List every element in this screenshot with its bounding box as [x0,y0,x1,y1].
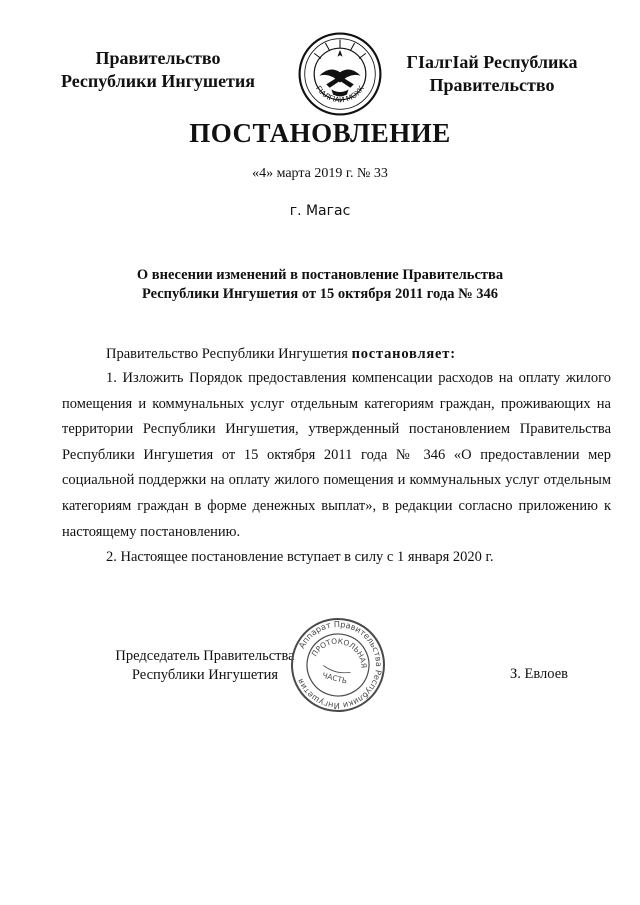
emblem-motto: ГIАЛГIАЙ МОХК [314,84,366,105]
header-left-line2: Республики Ингушетия [60,71,256,91]
resolve-prefix: Правительство Республики Ингушетия [106,346,352,362]
round-seal-stamp [288,615,388,715]
document-type-title: ПОСТАНОВЛЕНИЕ [189,118,451,148]
stamp-inner-line2: ЧАСТЬ [321,670,349,686]
header-right-line1: ГIалгIай Республика [406,52,578,72]
document-date-number: «4» марта 2019 г. № 33 [252,166,388,181]
header-left-line1: Правительство [95,48,221,68]
signatory-position-line2: Республики Ингушетия [131,667,279,683]
signatory-name: З. Евлоев [510,666,568,682]
paragraph-item-1: 1. Изложить Порядок предоставления компенсации расходов на оплату жилого помещения и коммунальных услуг отдельным категориям граждан, проживающих на территории Республики Ингушетия, утвержденный постановлением Правительства Республики Ингушетия от 15 октября 2011 года № 346 «О предоставлении мер социальной поддержки на оплату жилого помещения и коммунальных услуг отдельным категориям граждан в форме денежных выплат», в редакции согласно приложению к настоящему постановлению. [62,370,611,540]
document-subject [100,266,540,304]
header-right [388,51,596,97]
resolve-verb: постановляет: [351,346,456,362]
paragraph-item-2: 2. Настоящее постановление вступает в силу с 1 января 2020 г. [106,549,494,565]
document-city: г. Магас [289,203,351,219]
coat-of-arms-icon [297,31,383,117]
header-left [40,47,276,93]
stamp-inner-line1: ПРОТОКОЛЬНАЯ [309,636,369,669]
subject-line1: О внесении изменений в постановление Правительства [136,267,504,283]
signatory-position-line1: Председатель Правительства [115,648,295,664]
stamp-ring-text: Аппарат Правительства Республики Ингушетия [294,618,385,712]
resolve-clause [106,346,456,363]
header-right-line2: Правительство [429,75,555,95]
subject-line2: Республики Ингушетия от 15 октября 2011 года № 346 [141,286,499,302]
